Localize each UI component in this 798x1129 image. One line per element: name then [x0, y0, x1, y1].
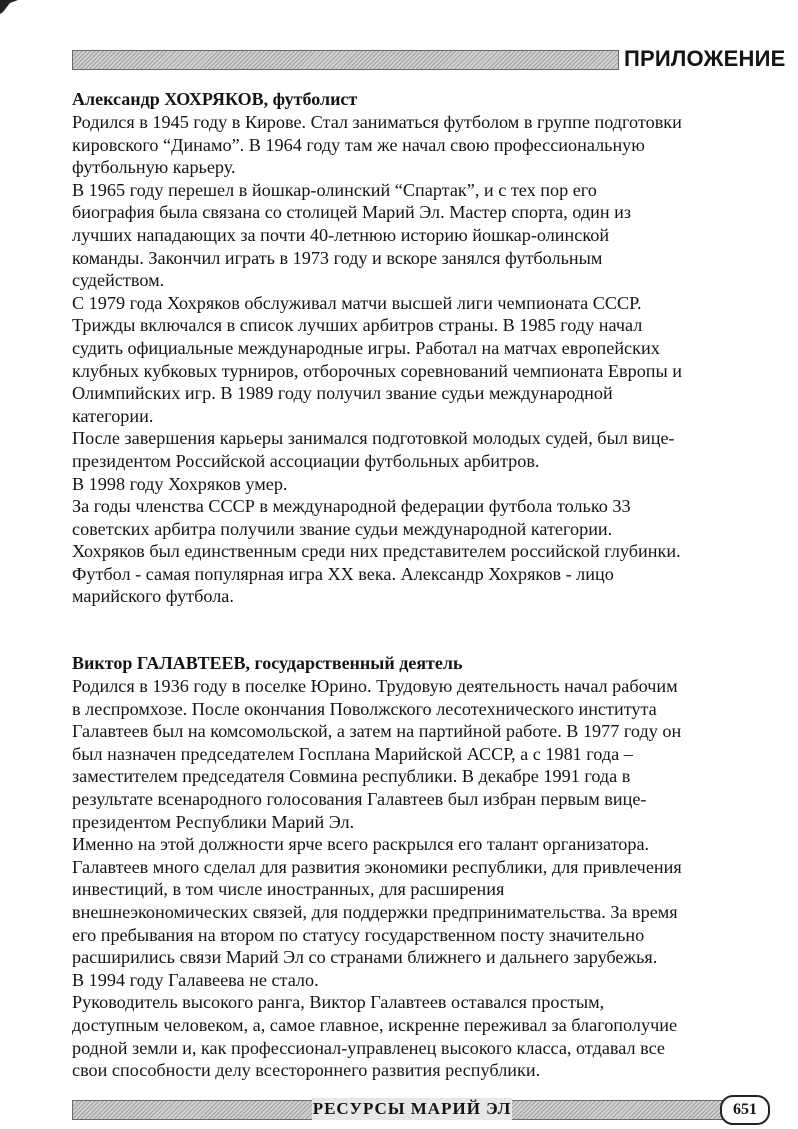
page-footer — [72, 1095, 772, 1123]
paragraph: Именно на этой должности ярче всего раскрылся его талант организатора. Галавтеев много сделал для развития экономики республики, для привлечения инвестиций, в том числе иностранных, для расширения внешнеэкономических связей, для поддержки предпринимательства. За время его пребывания на втором по статусу государственном посту значительно расширились связи Марий Эл со странами ближнего и дальнего зарубежья. — [72, 834, 682, 968]
section-heading: Александр ХОХРЯКОВ, футболист — [72, 89, 358, 109]
header-title: ПРИЛОЖЕНИЕ — [624, 46, 786, 71]
paragraph: За годы членства СССР в международной федерации футбола только 33 советских арбитра получили звание судьи международной категории. Хохряков был единственным среди них представителем российской глубинки. Футбол - самая популярная игра XX века. Александр Хохряков - лицо марийского футбола. — [72, 496, 681, 607]
scan-corner-mark — [0, 0, 18, 14]
page-header — [72, 44, 786, 74]
section-heading: Виктор ГАЛАВТЕЕВ, государственный деятель — [72, 653, 463, 674]
biography-section-khokhryakov — [72, 88, 782, 608]
paragraph: В 1994 году Галавеева не стало. — [72, 969, 319, 990]
paragraph: С 1979 года Хохряков обслуживал матчи высшей лиги чемпионата СССР. Трижды включался в список лучших арбитров страны. В 1985 году начал судить официальные международные игры. Работал на матчах европейских клубных кубковых турниров, отборочных соревнований чемпионата Европы и Олимпийских игр. В 1989 году получил звание судьи международной категории. — [72, 292, 683, 426]
paragraph: После завершения карьеры занимался подготовкой молодых судей, был вице- президентом Российской ассоциации футбольных арбитров. — [72, 428, 675, 471]
paragraph: Родился в 1936 году в поселке Юрино. Трудовую деятельность начал рабочим в леспромхозе. После окончания Поволжского лесотехнического института Галавтеев был на комсомольской, а затем на партийной работе. В 1977 году он был назначен председателем Госплана Марийской АССР, а с 1981 года – заместителем председателя Совмина республики. В декабре 1991 года в результате всенародного голосования Галавтеев был избран первым вице- президентом Республики Марий Эл. — [72, 676, 682, 832]
paragraph: Руководитель высокого ранга, Виктор Галавтеев оставался простым, доступным человеком, а, самое главное, искренне переживал за благополучие родной земли и, как профессионал-управленец высокого класса, отдавал все свои способности делу всестороннего развития республики. — [72, 992, 678, 1081]
header-hatched-band — [72, 50, 619, 70]
paragraph: В 1965 году перешел в йошкар-олинский “Спартак”, и с тех пор его биография была связана со столицей Марий Эл. Мастер спорта, один из лучших нападающих за почти 40-летнюю историю йошкар-олинской команды. Закончил играть в 1973 году и вскоре занялся футбольным судейством. — [72, 179, 632, 291]
paragraph: В 1998 году Хохряков умер. — [72, 473, 288, 494]
page-number: 651 — [720, 1095, 770, 1125]
footer-title: РЕСУРСЫ МАРИЙ ЭЛ — [312, 1099, 512, 1118]
page-content — [72, 88, 782, 1082]
paragraph: Родился в 1945 году в Кирове. Стал заниматься футболом в группе подготовки кировского “Динамо”. В 1964 году там же начал свою профессиональную футбольную карьеру. — [72, 112, 682, 178]
biography-section-galavteev — [72, 652, 782, 1082]
